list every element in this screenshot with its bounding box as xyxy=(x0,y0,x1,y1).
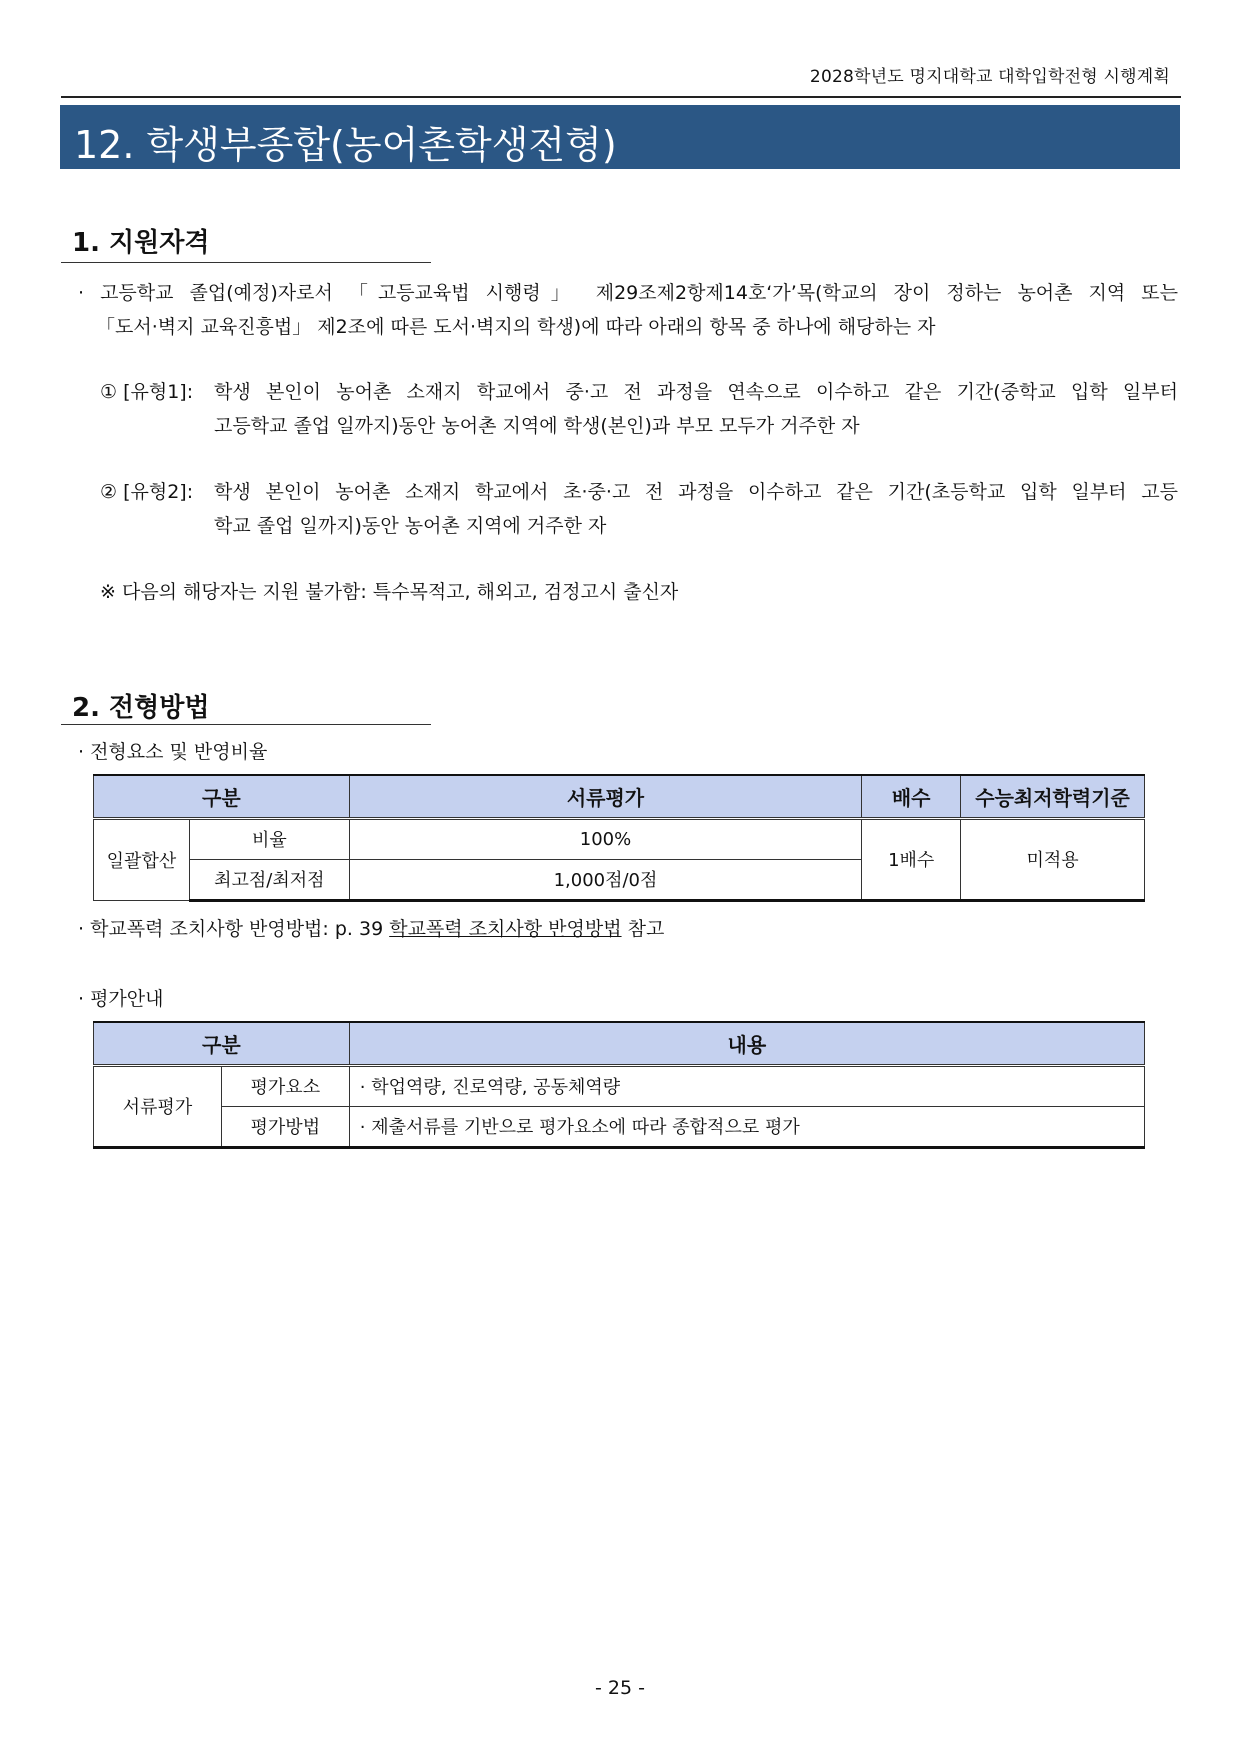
group-label: 일괄합산 xyxy=(94,818,190,900)
eval-element-value: · 학업역량, 진로역량, 공동체역량 xyxy=(349,1065,1144,1106)
header-content: 내용 xyxy=(349,1022,1144,1065)
header-document-eval: 서류평가 xyxy=(349,775,861,818)
guide-label: · 평가안내 xyxy=(78,988,164,1010)
group-label: 서류평가 xyxy=(94,1065,222,1147)
section2-title: 2. 전형방법 xyxy=(72,693,210,723)
csat-minimum-value: 미적용 xyxy=(961,818,1145,900)
type2-line2: 학교 졸업 일까지)동안 농어촌 지역에 거주한 자 xyxy=(214,515,607,537)
violence-reference-link[interactable]: 학교폭력 조치사항 반영방법 xyxy=(389,918,622,940)
chapter-title-bar xyxy=(60,105,1180,169)
evaluation-ratio-table xyxy=(93,774,1145,902)
header-category: 구분 xyxy=(94,775,350,818)
table-row xyxy=(94,818,1145,859)
score-range-value: 1,000점/0점 xyxy=(349,859,861,900)
ratio-value: 100% xyxy=(349,818,861,859)
table-header-row xyxy=(94,1022,1145,1065)
page-number: - 25 - xyxy=(595,1677,645,1699)
eval-method-value: · 제출서류를 기반으로 평가요소에 따라 종합적으로 평가 xyxy=(349,1106,1144,1147)
type1-line1: 학생 본인이 농어촌 소재지 학교에서 중·고 전 과정을 연속으로 이수하고 같은 기간(중학교 입학 일부터 xyxy=(214,381,1178,403)
table-row xyxy=(94,1106,1145,1147)
table-row xyxy=(94,1065,1145,1106)
type2-label: ② [유형2]: xyxy=(100,481,194,503)
table-header-row xyxy=(94,775,1145,818)
section1-title: 1. 지원자격 xyxy=(72,228,210,258)
type2-line1: 학생 본인이 농어촌 소재지 학교에서 초·중·고 전 과정을 이수하고 같은 기간(초등학교 입학 일부터 고등 xyxy=(214,481,1178,503)
ineligible-note: ※ 다음의 해당자는 지원 불가함: 특수목적고, 해외고, 검정고시 출신자 xyxy=(100,581,679,603)
evaluation-guide-table xyxy=(93,1021,1145,1149)
type1-line2: 고등학교 졸업 일까지)동안 농어촌 지역에 학생(본인)과 부모 모두가 거주한 자 xyxy=(214,415,860,437)
header-category: 구분 xyxy=(94,1022,350,1065)
header-multiple: 배수 xyxy=(862,775,961,818)
eval-method-label: 평가방법 xyxy=(221,1106,349,1147)
chapter-title: 12. 학생부종합(농어촌학생전형) xyxy=(74,123,617,167)
violence-suffix: 참고 xyxy=(627,918,665,940)
section2-rule xyxy=(61,724,431,725)
score-range-label: 최고점/최저점 xyxy=(189,859,349,900)
ratio-label: 비율 xyxy=(189,818,349,859)
school-violence-line xyxy=(78,912,664,946)
violence-prefix: · 학교폭력 조치사항 반영방법: p. 39 xyxy=(78,918,384,940)
header-rule xyxy=(61,96,1181,98)
elements-label: · 전형요소 및 반영비율 xyxy=(78,741,268,763)
section1-intro-line2: 「도서·벽지 교육진흥법」 제2조에 따른 도서·벽지의 학생)에 따라 아래의 항목 중 하나에 해당하는 자 xyxy=(96,316,936,338)
running-header: 2028학년도 명지대학교 대학입학전형 시행계획 xyxy=(809,67,1170,87)
eval-element-label: 평가요소 xyxy=(221,1065,349,1106)
type1-label: ① [유형1]: xyxy=(100,381,194,403)
section1-intro-line1: · 고등학교 졸업(예정)자로서 「고등교육법 시행령」 제29조제2항제14호‘가’목(학교의 장이 정하는 농어촌 지역 또는 xyxy=(78,282,1178,304)
multiple-value: 1배수 xyxy=(862,818,961,900)
section1-rule xyxy=(61,262,431,263)
header-csat-minimum: 수능최저학력기준 xyxy=(961,775,1145,818)
